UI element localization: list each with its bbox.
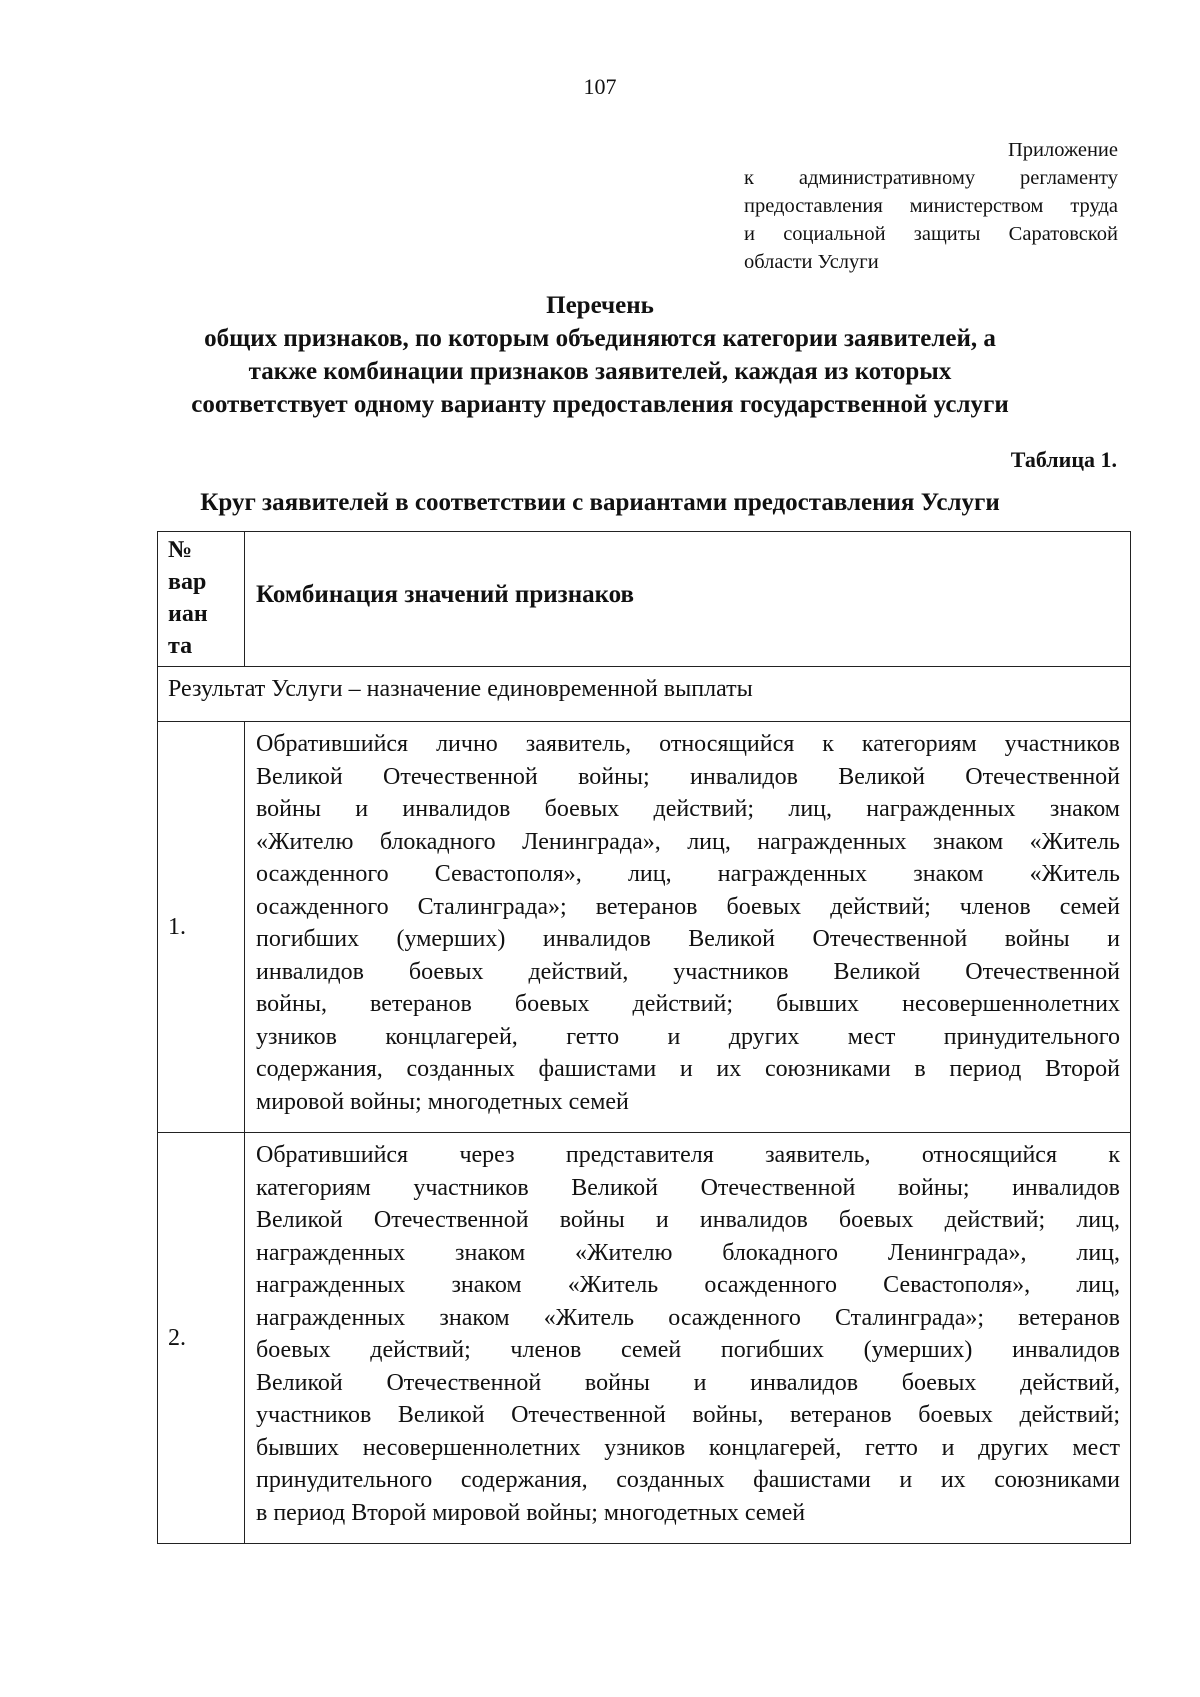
description-line: осажденного Сталинграда»; ветеранов боевых действий; членов семей [256, 893, 1120, 920]
title-line: соответствует одному варианту предоставления государственной услуги [191, 391, 1009, 418]
description-line: осажденного Севастополя», лиц, награжденных знаком «Житель [256, 861, 1120, 887]
table-caption: Круг заявителей в соответствии с вариантами предоставления Услуги [200, 489, 1000, 516]
description-line: участников Великой Отечественной войны, ветеранов боевых действий; [256, 1402, 1120, 1428]
table-row [158, 1133, 1131, 1544]
variant-description [245, 722, 1131, 1133]
appendix-line: и социальной защиты Саратовской [744, 223, 1118, 245]
description-line: погибших (умерших) инвалидов Великой Отечественной войны и [256, 926, 1120, 952]
header-num-line: иан [168, 601, 208, 627]
appendix-line: к административному регламенту [744, 167, 1118, 189]
appendix-note [744, 136, 1118, 276]
description-line: узников концлагерей, гетто и других мест принудительного [256, 1023, 1120, 1050]
variant-description [245, 1133, 1131, 1544]
document-title [0, 289, 1200, 421]
description-line: мировой войны; многодетных семей [256, 1088, 629, 1115]
description-line: принудительного содержания, созданных фашистами и их союзниками [256, 1467, 1120, 1493]
description-line: боевых действий; членов семей погибших (умерших) инвалидов [256, 1337, 1120, 1363]
variant-number: 1. [158, 722, 245, 1133]
variants-table [157, 531, 1131, 1544]
table-result-row [158, 667, 1131, 722]
description-line: войны, ветеранов боевых действий; бывших несовершеннолетних [256, 991, 1120, 1017]
description-line: бывших несовершеннолетних узников концлагерей, гетто и других мест [256, 1434, 1120, 1461]
description-line: в период Второй мировой войны; многодетных семей [256, 1499, 806, 1526]
description-line: Великой Отечественной войны и инвалидов боевых действий; лиц, [256, 1207, 1120, 1233]
description-line: награжденных знаком «Житель осажденного Сталинграда»; ветеранов [256, 1304, 1120, 1331]
appendix-line: Приложение [1007, 139, 1118, 161]
appendix-line: области Услуги [744, 251, 879, 273]
table-number: Таблица 1. [1010, 447, 1117, 472]
description-line: Обратившийся лично заявитель, относящийся к категориям участников [256, 731, 1120, 757]
title-line: Перечень [546, 292, 654, 319]
title-line: общих признаков, по которым объединяются категории заявителей, а [204, 325, 996, 352]
description-line: Обратившийся через представителя заявитель, относящийся к [256, 1142, 1120, 1168]
description-line: Великой Отечественной войны и инвалидов боевых действий, [256, 1369, 1120, 1396]
page-number: 107 [583, 74, 617, 99]
variant-number: 2. [158, 1133, 245, 1544]
header-combination: Комбинация значений признаков [245, 532, 1131, 667]
description-line: войны и инвалидов боевых действий; лиц, награжденных знаком [256, 796, 1120, 822]
header-num-line: вар [168, 569, 207, 595]
table-row [158, 722, 1131, 1133]
description-line: содержания, созданных фашистами и их союзниками в период Второй [256, 1056, 1120, 1082]
title-line: также комбинации признаков заявителей, каждая из которых [248, 358, 952, 385]
result-cell: Результат Услуги – назначение единовременной выплаты [158, 667, 1131, 722]
header-num-line: № [168, 537, 193, 563]
header-num-line: та [168, 633, 193, 659]
description-line: Великой Отечественной войны; инвалидов Великой Отечественной [256, 763, 1120, 790]
description-line: категориям участников Великой Отечественной войны; инвалидов [256, 1174, 1120, 1201]
description-line: награжденных знаком «Житель осажденного Севастополя», лиц, [256, 1272, 1120, 1298]
description-line: награжденных знаком «Жителю блокадного Ленинграда», лиц, [256, 1239, 1120, 1266]
description-line: «Жителю блокадного Ленинграда», лиц, награжденных знаком «Житель [256, 828, 1120, 855]
description-line: инвалидов боевых действий, участников Великой Отечественной [256, 958, 1120, 985]
appendix-line: предоставления министерством труда [744, 195, 1118, 217]
table-header-row [158, 532, 1131, 667]
header-variant-number [158, 532, 245, 667]
